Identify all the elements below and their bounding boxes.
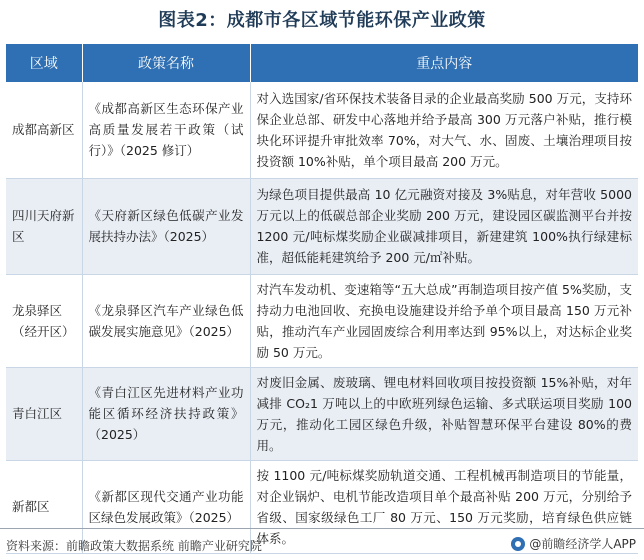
cell-policy: 《龙泉驿区汽车产业绿色低碳发展实施意见》（2025） (82, 274, 250, 367)
cell-region: 新都区 (6, 460, 82, 553)
cell-content: 按 1100 元/吨标煤奖励轨道交通、工程机械再制造项目的节能量，对企业锅炉、电机节能改造项目单个最高补贴 200 万元，分别给予省级、国家级绿色工厂 80 万元、150 万元奖励，培育绿色供应链体系。 (250, 460, 638, 553)
cell-region: 龙泉驿区（经开区） (6, 274, 82, 367)
cell-content: 对入选国家/省环保技术装备目录的企业最高奖励 500 万元，支持环保企业总部、研发中心落地并给予最高 300 万元落户补贴，推行模块化环评提升审批效率 70%，对大气、水、固废、土壤治理项目按投资额 10%补贴，单个项目最高 200 万元。 (250, 82, 638, 178)
chart-title: 图表2：成都市各区域节能环保产业政策 (158, 10, 486, 31)
table-row (6, 178, 638, 274)
cell-content: 为绿色项目提供最高 10 亿元融资对接及 3%贴息，对年营收 5000 万元以上的低碳总部企业奖励 200 万元，建设园区碳监测平台并按 1200 元/吨标煤奖励企业碳减排项目，新建建筑 100%执行绿建标准，超低能耗建筑给予 200 元/㎡补贴。 (250, 178, 638, 274)
cell-content: 对废旧金属、废玻璃、锂电材料回收项目按投资额 15%补贴，对年减排 CO₂1 万吨以上的中欧班列绿色运输、多式联运项目奖励 100 万元，推动化工园区绿色升级，补贴智慧环保平台建设 80%的费用。 (250, 367, 638, 460)
brand-logo-icon (511, 537, 525, 551)
policy-table (6, 44, 638, 554)
brand-label: @前瞻经济学人APP (529, 537, 636, 551)
cell-region: 成都高新区 (6, 82, 82, 178)
cell-content: 对汽车发动机、变速箱等“五大总成”再制造项目按产值 5%奖励，支持动力电池回收、充换电设施建设并给予单个项目最高 150 万元补贴，推动汽车产业园固废综合利用率达到 95%以上，对达标企业奖励 50 万元。 (250, 274, 638, 367)
header-policy: 政策名称 (82, 44, 250, 82)
source-note: 资料来源：前瞻政策大数据系统 前瞻产业研究院 (6, 539, 262, 553)
header-content: 重点内容 (250, 44, 638, 82)
header-region: 区域 (6, 44, 82, 82)
footer (0, 528, 644, 559)
table-row (6, 367, 638, 460)
cell-policy: 《成都高新区生态环保产业高质量发展若干政策（试行）》（2025 修订） (82, 82, 250, 178)
cell-region: 四川天府新区 (6, 178, 82, 274)
brand-credit (511, 535, 636, 552)
table-row (6, 82, 638, 178)
cell-region: 青白江区 (6, 367, 82, 460)
cell-policy: 《新都区现代交通产业功能区绿色发展政策》（2025） (82, 460, 250, 553)
cell-policy: 《青白江区先进材料产业功能区循环经济扶持政策》（2025） (82, 367, 250, 460)
cell-policy: 《天府新区绿色低碳产业发展扶持办法》（2025） (82, 178, 250, 274)
table-row (6, 274, 638, 367)
table-header-row (6, 44, 638, 82)
